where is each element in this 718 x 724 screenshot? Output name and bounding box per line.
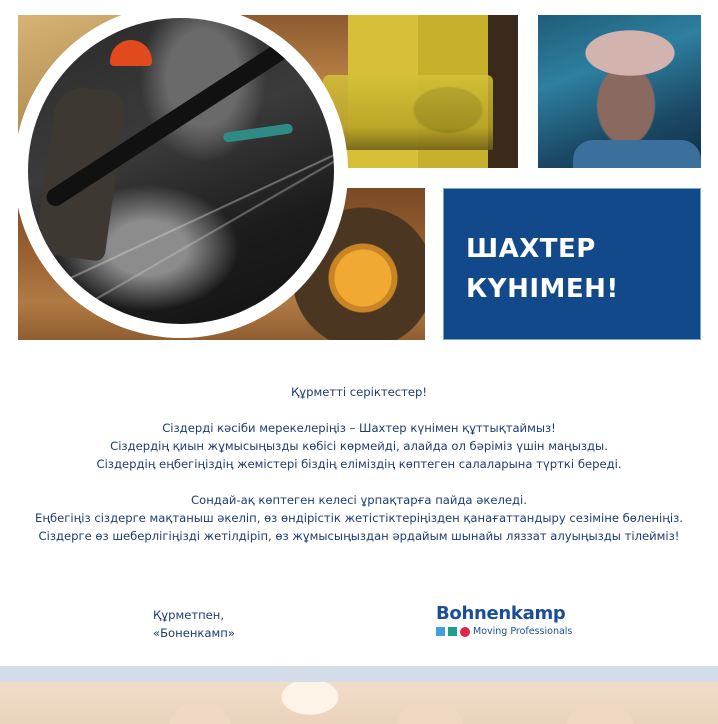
letter-greeting: Құрметті серіктестер! [291, 385, 427, 399]
logo-tag [436, 626, 576, 637]
smiling-miner-portrait [538, 15, 701, 168]
signoff-line1: Құрметпен, [153, 608, 225, 622]
hard-hat [110, 40, 152, 66]
red-dot-icon [460, 627, 470, 637]
letter-line: Сондай-ақ көптеген келесі ұрпақтарға пайда әкеледі. [191, 493, 527, 507]
blue-square-icon [436, 627, 445, 636]
banner-title-line2: КҮНІМЕН! [466, 274, 619, 304]
signoff-line2: «Боненкамп» [153, 626, 235, 640]
logo-tagline: Moving Professionals [473, 626, 573, 637]
letter-line: Сіздердің еңбегіңіздің жемістері біздің еліміздің көптеген салаларына түрткі береді. [96, 457, 622, 471]
teal-square-icon [448, 627, 457, 636]
logo-wordmark: Bohnenkamp [436, 603, 566, 624]
footer-band [0, 666, 718, 682]
signoff [153, 606, 235, 642]
banner-title [466, 229, 619, 309]
greeting-letter [0, 383, 718, 545]
banner-title-line1: ШАХТЕР [466, 234, 596, 264]
letter-line: Сіздердің қиын жұмысыңызды көбісі көрмейді, алайда ол бәріміз үшін маңызды. [110, 439, 608, 453]
miner-drilling-photo [28, 18, 334, 324]
miners-day-banner [443, 188, 701, 340]
letter-line: Сіздерге өз шеберлігіңізді жетілдіріп, өз жұмысыңыздан әрдайым шынайы ляззат алуыңызды тілейміз! [38, 529, 680, 543]
letter-line: Сіздерді кәсіби мерекелеріңіз – Шахтер күнімен құттықтаймыз! [162, 421, 556, 435]
faded-mining-vehicle-photo [0, 682, 718, 724]
drill-hose [223, 123, 294, 143]
bohnenkamp-logo [436, 604, 576, 637]
letter-line: Еңбегіңіз сіздерге мақтаныш әкеліп, өз өндірістік жетістіктеріңізден қанағаттандыру сезіміне бөленіңіз. [35, 511, 683, 525]
